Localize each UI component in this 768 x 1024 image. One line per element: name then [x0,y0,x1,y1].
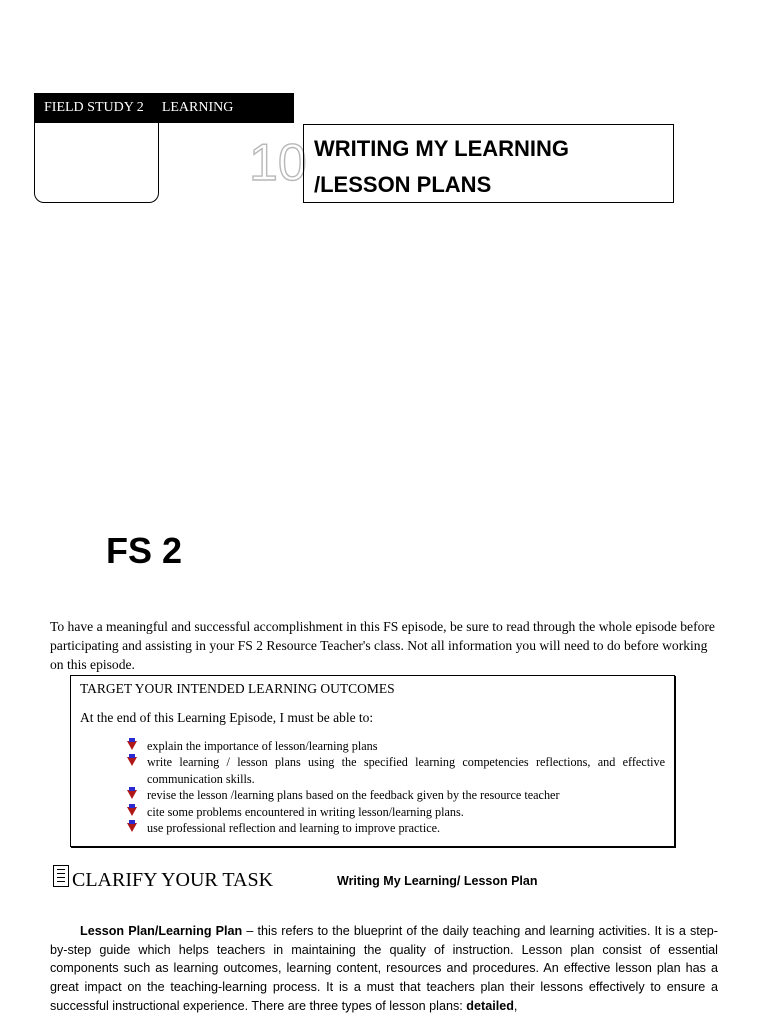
arrow-bullet-icon [127,757,137,766]
arrow-bullet-icon [127,790,137,799]
clarify-subtitle: Writing My Learning/ Lesson Plan [337,874,538,888]
lesson-plan-term: Lesson Plan/Learning Plan [80,924,243,938]
episode-title-line1: WRITING MY LEARNING [314,136,570,161]
header-bar [34,93,294,123]
episode-number: 10 [249,134,307,192]
arrow-bullet-icon [127,823,137,832]
outcomes-list [125,738,665,836]
episode-title-line2: /LESSON PLANS [314,172,492,197]
header-left-label: FIELD STUDY 2 [44,100,144,115]
lesson-plan-type-detailed: detailed [466,998,514,1013]
header-right-label: LEARNING [161,100,234,115]
arrow-bullet-icon [127,807,137,816]
clarify-heading: CLARIFY YOUR TASK [72,869,274,891]
intro-paragraph: To have a meaningful and successful accomplishment in this FS episode, be sure to read through the whole episode before participating and assisting in your FS 2 Resource Teacher's class. Not all information you will need to do before working on this episode. [50,619,715,672]
clarify-section-header [50,864,750,892]
course-code-title: FS 2 [106,530,183,571]
episode-title-box [303,124,674,203]
list-item: revise the lesson /learning plans based on the feedback given by the resource teacher [125,787,665,803]
outcomes-lead: At the end of this Learning Episode, I must be able to: [80,710,374,725]
list-item: write learning / lesson plans using the specified learning competencies reflections, and effective communication skills. [125,754,665,787]
header-tab-box [34,123,159,203]
list-item: use professional reflection and learning to improve practice. [125,820,665,836]
document-icon [53,865,69,887]
arrow-bullet-icon [127,741,137,750]
list-item: explain the importance of lesson/learning plans [125,738,665,754]
lesson-plan-paragraph: Lesson Plan/Learning Plan – this refers to the blueprint of the daily teaching and learning activities. It is a step-by-step guide which helps teachers in maintaining the quality of instruction. Lesson plan consist of essential components such as learning outcomes, learning content, resources and procedures. An effective lesson plan has a great impact on the teaching-learning process. It is a must that teachers plan their lessons effectively to ensure a successful instructional experience. There are three types of lesson plans: detailed, [50,924,718,1013]
outcomes-heading: TARGET YOUR INTENDED LEARNING OUTCOMES [80,681,395,696]
outcomes-box [70,675,675,847]
list-item: cite some problems encountered in writing lesson/learning plans. [125,804,665,820]
lesson-plan-body: – this refers to the blueprint of the daily teaching and learning activities. It is a step-by-step guide which helps teachers in maintaining the quality of instruction. Lesson plan consist of essential components such as learning outcomes, learning content, resources and procedures. An effective lesson plan has a great impact on the teaching-learning process. It is a must that teachers plan their lessons effectively to ensure a successful instructional experience. There are three types of lesson plans: [50,924,718,1013]
